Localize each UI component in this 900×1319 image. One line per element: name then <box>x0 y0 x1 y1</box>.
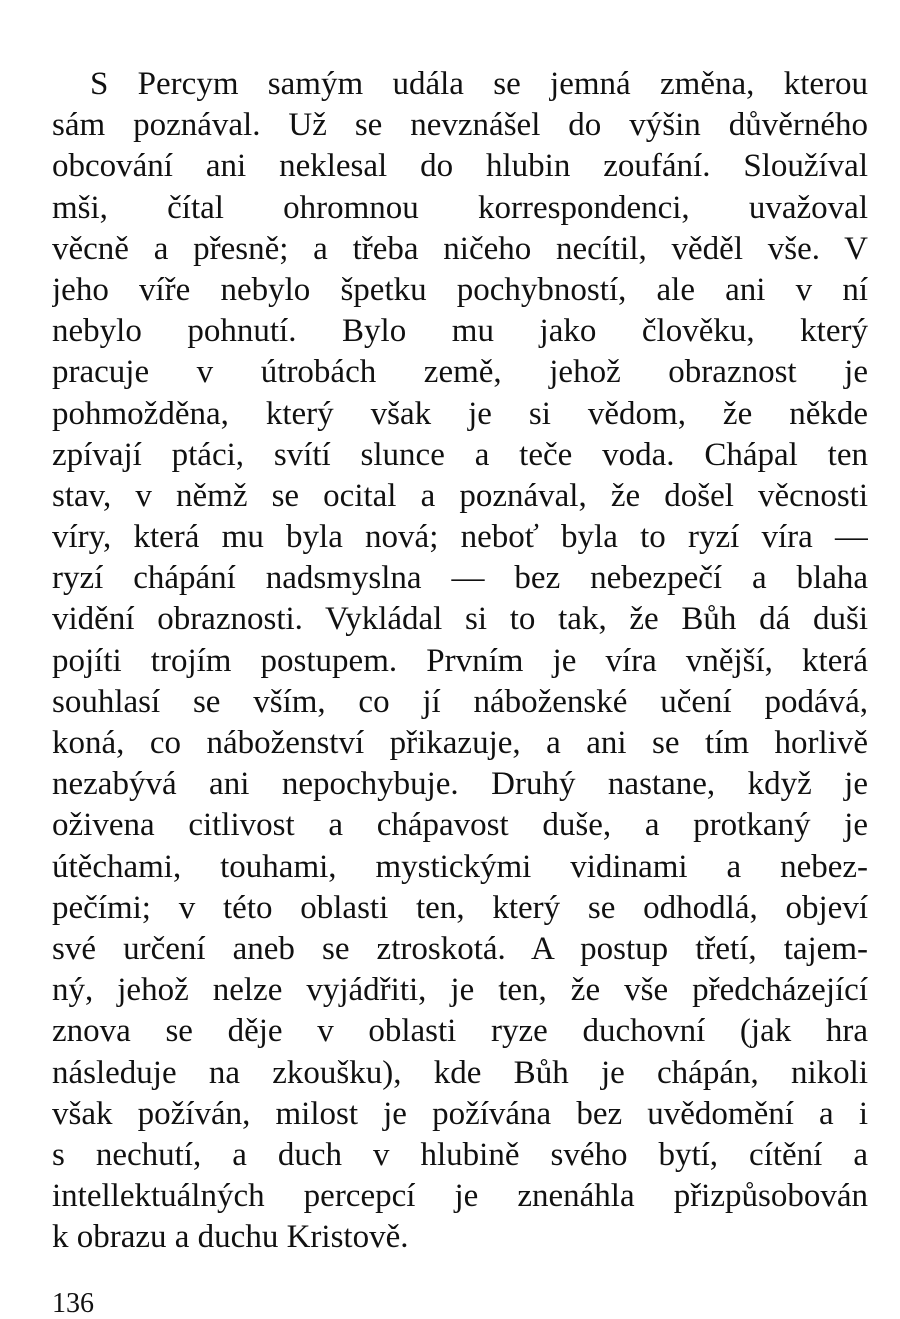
body-paragraph <box>52 64 868 1258</box>
text-line: sám poznával. Už se nevznášel do výšin důvěrného <box>52 107 868 144</box>
text-line: však požíván, milost je požívána bez uvědomění a i <box>52 1095 868 1132</box>
text-line: nezabývá ani nepochybuje. Druhý nastane, když je <box>52 766 868 803</box>
text-line: nebylo pohnutí. Bylo mu jako člověku, který <box>52 313 868 350</box>
text-line: útěchami, touhami, mystickými vidinami a nebez- <box>52 848 868 885</box>
text-line: vidění obraznosti. Vykládal si to tak, že Bůh dá duši <box>52 601 868 638</box>
text-line: ný, jehož nelze vyjádřiti, je ten, že vše předcházející <box>52 972 868 1009</box>
text-line: své určení aneb se ztroskotá. A postup třetí, tajem- <box>52 930 868 967</box>
text-line: k obrazu a duchu Kristově. <box>52 1219 409 1256</box>
text-line: koná, co náboženství přikazuje, a ani se tím horlivě <box>52 725 868 761</box>
text-line: intellektuálných percepcí je znenáhla přizpůsobován <box>52 1178 868 1215</box>
text-line: oživena citlivost a chápavost duše, a protkaný je <box>52 807 868 844</box>
text-line: víry, která mu byla nová; neboť byla to ryzí víra — <box>52 519 868 556</box>
text-line: souhlasí se vším, co jí náboženské učení podává, <box>52 683 868 720</box>
text-line: následuje na zkoušku), kde Bůh je chápán, nikoli <box>52 1054 868 1091</box>
text-line: jeho víře nebylo špetku pochybností, ale ani v ní <box>52 271 868 308</box>
page-number: 136 <box>52 1288 94 1319</box>
text-line: pojíti trojím postupem. Prvním je víra vnější, která <box>52 642 868 679</box>
text-line: pečími; v této oblasti ten, který se odhodlá, objeví <box>52 889 868 926</box>
text-line: stav, v němž se ocital a poznával, že došel věcnosti <box>52 477 868 514</box>
text-line: obcování ani neklesal do hlubin zoufání. Sloužíval <box>52 148 868 185</box>
text-line: ryzí chápání nadsmyslna — bez nebezpečí a blaha <box>52 560 868 597</box>
text-line: S Percym samým udála se jemná změna, kterou <box>90 66 868 102</box>
text-line: znova se děje v oblasti ryze duchovní (jak hra <box>52 1013 868 1050</box>
text-line: mši, čítal ohromnou korrespondenci, uvažoval <box>52 189 868 226</box>
text-line: pracuje v útrobách země, jehož obraznost je <box>52 354 868 391</box>
text-line: zpívají ptáci, svítí slunce a teče voda. Chápal ten <box>52 436 868 473</box>
text-line: s nechutí, a duch v hlubině svého bytí, cítění a <box>52 1136 868 1173</box>
text-line: pohmožděna, který však je si vědom, že někde <box>52 395 868 432</box>
text-line: věcně a přesně; a třeba ničeho necítil, věděl vše. V <box>52 230 868 267</box>
